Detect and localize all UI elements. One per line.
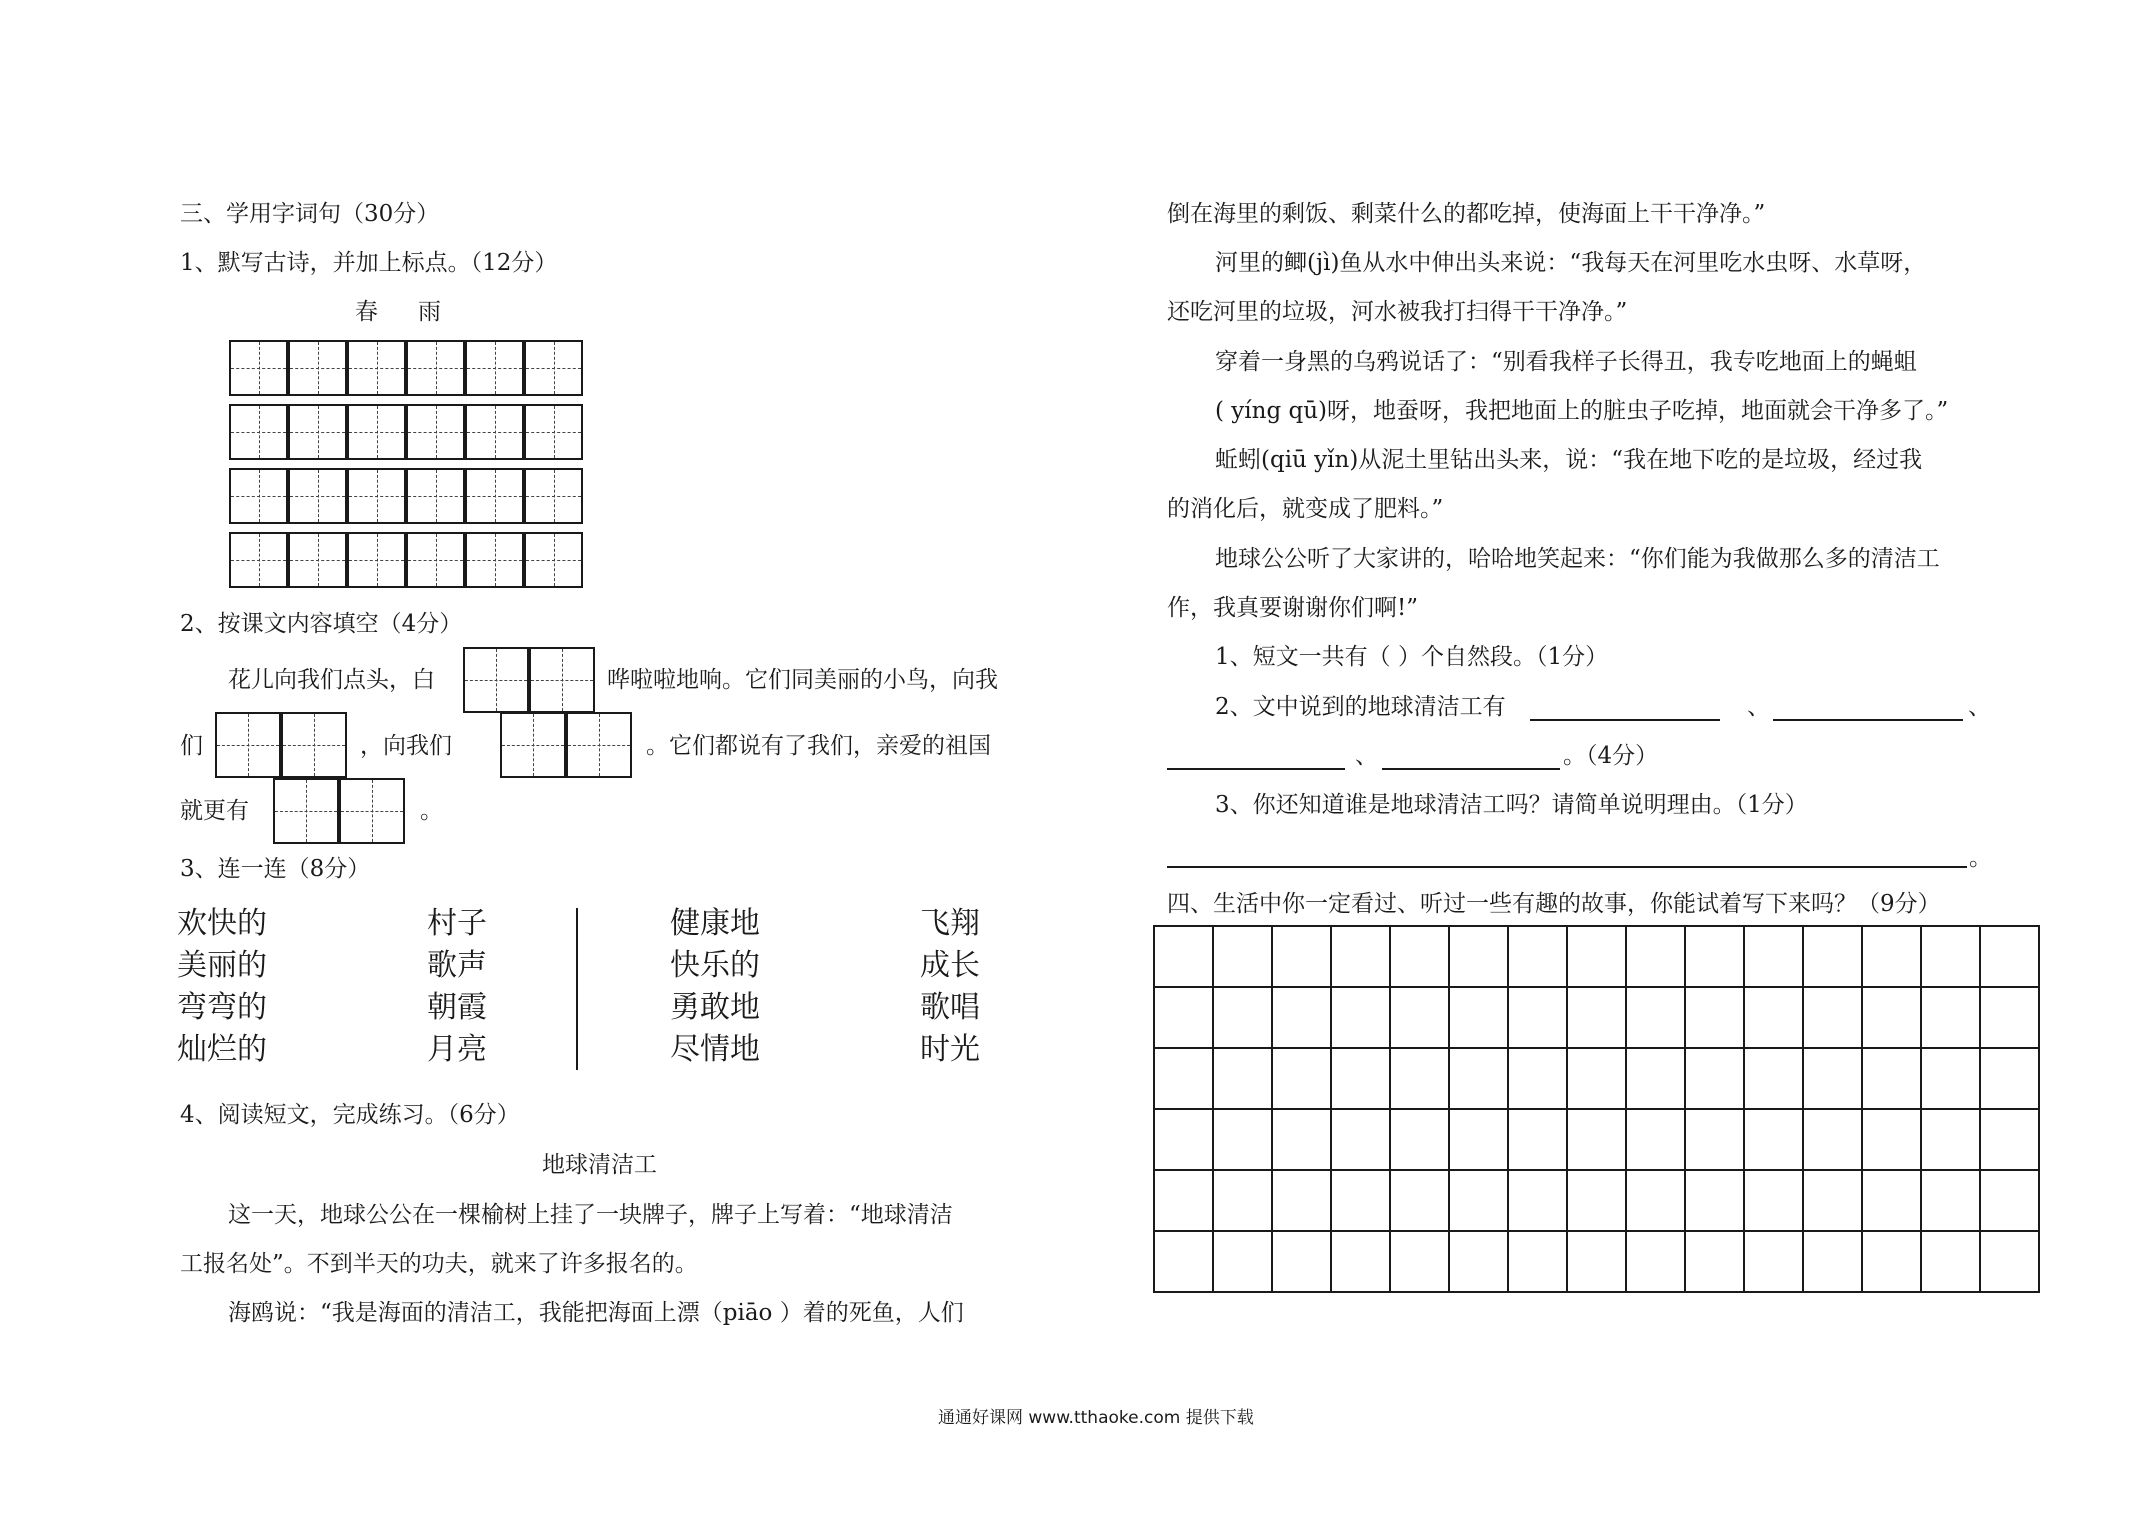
poem-writing-box[interactable] [347, 468, 406, 524]
essay-cell[interactable] [1980, 1170, 2039, 1231]
fill-box[interactable] [339, 778, 405, 844]
match-item[interactable]: 朝霞 [427, 990, 487, 1025]
match-item[interactable]: 时光 [920, 1032, 980, 1067]
fill-box[interactable] [500, 712, 566, 778]
essay-cell[interactable] [1803, 1048, 1862, 1109]
essay-cell[interactable] [1744, 987, 1803, 1048]
essay-cell[interactable] [1154, 926, 1213, 987]
fill-box[interactable] [566, 712, 632, 778]
match-item[interactable]: 飞翔 [920, 906, 980, 941]
match-item[interactable]: 快乐的 [670, 948, 760, 983]
essay-cell[interactable] [1213, 987, 1272, 1048]
match-item[interactable]: 歌唱 [920, 990, 980, 1025]
essay-cell[interactable] [1921, 1231, 1980, 1292]
section4-title: 四、生活中你一定看过、听过一些有趣的故事，你能试着写下来吗？（9分） [1167, 891, 1941, 917]
essay-cell[interactable] [1272, 1170, 1331, 1231]
story-text: 工报名处”。不到半天的功夫，就来了许多报名的。 [180, 1251, 698, 1277]
poem-writing-box[interactable] [406, 404, 465, 460]
fill-box[interactable] [463, 647, 529, 713]
match-item[interactable]: 弯弯的 [177, 990, 267, 1025]
essay-cell[interactable] [1390, 1048, 1449, 1109]
q2-text-6: 就更有 [180, 798, 249, 824]
essay-cell[interactable] [1862, 1170, 1921, 1231]
poem-writing-box[interactable] [524, 532, 583, 588]
essay-cell[interactable] [1685, 1048, 1744, 1109]
essay-cell[interactable] [1980, 987, 2039, 1048]
match-item[interactable]: 健康地 [670, 906, 760, 941]
poem-writing-box[interactable] [229, 404, 288, 460]
section3-title: 三、学用字词句（30分） [180, 201, 440, 227]
essay-cell[interactable] [1862, 1048, 1921, 1109]
q3-label: 3、连一连（8分） [180, 856, 371, 882]
essay-cell[interactable] [1626, 1231, 1685, 1292]
essay-cell[interactable] [1744, 1109, 1803, 1170]
essay-cell[interactable] [1331, 987, 1390, 1048]
answer-blank[interactable] [1167, 768, 1345, 770]
essay-cell[interactable] [1154, 1170, 1213, 1231]
q4-sub2-sep: 、 [1355, 743, 1378, 769]
match-divider [576, 908, 578, 1070]
essay-cell[interactable] [1272, 1048, 1331, 1109]
story-text: 地球公公听了大家讲的，哈哈地笑起来：“你们能为我做那么多的清洁工 [1215, 546, 1940, 572]
essay-cell[interactable] [1685, 987, 1744, 1048]
essay-cell[interactable] [1744, 926, 1803, 987]
essay-cell[interactable] [1567, 1048, 1626, 1109]
essay-cell[interactable] [1803, 926, 1862, 987]
essay-cell[interactable] [1803, 1109, 1862, 1170]
essay-cell[interactable] [1272, 926, 1331, 987]
poem-writing-box[interactable] [406, 532, 465, 588]
q1-label: 1、默写古诗，并加上标点。（12分） [180, 250, 558, 276]
essay-cell[interactable] [1626, 987, 1685, 1048]
essay-cell[interactable] [1980, 1109, 2039, 1170]
essay-cell[interactable] [1449, 1048, 1508, 1109]
essay-cell[interactable] [1921, 1170, 1980, 1231]
essay-cell[interactable] [1980, 926, 2039, 987]
essay-cell[interactable] [1567, 1170, 1626, 1231]
match-item[interactable]: 欢快的 [177, 906, 267, 941]
essay-cell[interactable] [1980, 1048, 2039, 1109]
essay-cell[interactable] [1921, 926, 1980, 987]
match-item[interactable]: 灿烂的 [177, 1032, 267, 1067]
q4-sub2-sep: 、 [1968, 694, 1991, 720]
essay-cell[interactable] [1508, 1109, 1567, 1170]
poem-writing-box[interactable] [465, 532, 524, 588]
essay-cell[interactable] [1508, 1048, 1567, 1109]
q4-label: 4、阅读短文，完成练习。（6分） [180, 1102, 520, 1128]
essay-cell[interactable] [1508, 926, 1567, 987]
essay-cell[interactable] [1213, 1170, 1272, 1231]
match-item[interactable]: 村子 [427, 906, 487, 941]
essay-cell[interactable] [1154, 1109, 1213, 1170]
essay-cell[interactable] [1213, 926, 1272, 987]
poem-writing-box[interactable] [288, 532, 347, 588]
essay-cell[interactable] [1154, 1048, 1213, 1109]
essay-cell[interactable] [1508, 1170, 1567, 1231]
fill-box[interactable] [281, 712, 347, 778]
poem-writing-box[interactable] [229, 532, 288, 588]
essay-cell[interactable] [1921, 1048, 1980, 1109]
poem-writing-box[interactable] [524, 468, 583, 524]
fill-box[interactable] [215, 712, 281, 778]
essay-cell[interactable] [1862, 1109, 1921, 1170]
essay-cell[interactable] [1449, 987, 1508, 1048]
essay-cell[interactable] [1390, 1109, 1449, 1170]
fill-box[interactable] [529, 647, 595, 713]
essay-cell[interactable] [1272, 1109, 1331, 1170]
q4-sub3: 3、你还知道谁是地球清洁工吗？请简单说明理由。（1分） [1215, 792, 1808, 818]
q2-text-1: 花儿向我们点头，白 [228, 667, 435, 693]
poem-writing-box[interactable] [229, 468, 288, 524]
essay-cell[interactable] [1567, 987, 1626, 1048]
essay-cell[interactable] [1390, 1170, 1449, 1231]
match-item[interactable]: 勇敢地 [670, 990, 760, 1025]
poem-writing-box[interactable] [406, 468, 465, 524]
essay-cell[interactable] [1213, 1048, 1272, 1109]
essay-cell[interactable] [1862, 1231, 1921, 1292]
answer-blank[interactable] [1773, 719, 1963, 721]
match-item[interactable]: 尽情地 [670, 1032, 760, 1067]
story-text: 作，我真要谢谢你们啊!” [1167, 595, 1419, 621]
essay-cell[interactable] [1449, 1170, 1508, 1231]
essay-cell[interactable] [1449, 926, 1508, 987]
essay-cell[interactable] [1331, 1109, 1390, 1170]
essay-cell[interactable] [1272, 1231, 1331, 1292]
q2-label: 2、按课文内容填空（4分） [180, 611, 463, 637]
q4-sub2-sep: 、 [1747, 694, 1770, 720]
poem-writing-box[interactable] [229, 340, 288, 396]
story-text: 这一天，地球公公在一棵榆树上挂了一块牌子，牌子上写着：“地球清洁 [228, 1202, 953, 1228]
poem-writing-box[interactable] [524, 340, 583, 396]
essay-cell[interactable] [1331, 926, 1390, 987]
story-text: 海鸥说：“我是海面的清洁工，我能把海面上漂（piāo ）着的死鱼，人们 [228, 1300, 964, 1326]
match-item[interactable]: 美丽的 [177, 948, 267, 983]
essay-cell[interactable] [1449, 1109, 1508, 1170]
poem-writing-box[interactable] [288, 404, 347, 460]
essay-cell[interactable] [1331, 1231, 1390, 1292]
answer-blank[interactable] [1167, 866, 1967, 868]
essay-cell[interactable] [1567, 926, 1626, 987]
essay-cell[interactable] [1626, 1109, 1685, 1170]
essay-cell[interactable] [1862, 987, 1921, 1048]
q2-text-7: 。 [420, 798, 443, 824]
story-text: 的消化后，就变成了肥料。” [1167, 496, 1444, 522]
essay-cell[interactable] [1390, 1231, 1449, 1292]
poem-writing-box[interactable] [465, 404, 524, 460]
essay-cell[interactable] [1921, 987, 1980, 1048]
essay-cell[interactable] [1272, 987, 1331, 1048]
story-text: ( yíng qū)呀，地蚕呀，我把地面上的脏虫子吃掉，地面就会干净多了。” [1215, 398, 1949, 424]
q4-sub1: 1、短文一共有（ ）个自然段。（1分） [1215, 644, 1609, 670]
q4-sub3-end: 。 [1969, 845, 1992, 871]
poem-writing-box[interactable] [465, 340, 524, 396]
essay-cell[interactable] [1626, 1048, 1685, 1109]
essay-cell[interactable] [1213, 1109, 1272, 1170]
essay-cell[interactable] [1803, 1231, 1862, 1292]
q4-sub2-end: 。（4分） [1563, 743, 1659, 769]
q2-text-5: 。它们都说有了我们，亲爱的祖国 [646, 733, 991, 759]
poem-title-char-2: 雨 [418, 299, 441, 325]
answer-blank[interactable] [1382, 768, 1560, 770]
essay-cell[interactable] [1567, 1109, 1626, 1170]
essay-cell[interactable] [1626, 926, 1685, 987]
match-item[interactable]: 月亮 [427, 1032, 487, 1067]
story-text: 穿着一身黑的乌鸦说话了：“别看我样子长得丑，我专吃地面上的蝇蛆 [1215, 349, 1917, 375]
poem-writing-box[interactable] [347, 404, 406, 460]
essay-cell[interactable] [1980, 1231, 2039, 1292]
essay-cell[interactable] [1744, 1170, 1803, 1231]
footer-text: 通通好课网 www.tthaoke.com 提供下载 [938, 1408, 1254, 1428]
essay-cell[interactable] [1567, 1231, 1626, 1292]
q2-text-3: 们 [180, 733, 203, 759]
poem-writing-box[interactable] [347, 340, 406, 396]
essay-cell[interactable] [1331, 1048, 1390, 1109]
match-item[interactable]: 歌声 [427, 948, 487, 983]
essay-cell[interactable] [1390, 987, 1449, 1048]
essay-cell[interactable] [1744, 1231, 1803, 1292]
story-text: 蚯蚓(qiū yǐn)从泥土里钻出头来，说：“我在地下吃的是垃圾，经过我 [1215, 447, 1923, 473]
fill-box[interactable] [273, 778, 339, 844]
essay-cell[interactable] [1685, 1109, 1744, 1170]
essay-cell[interactable] [1154, 1231, 1213, 1292]
story-text: 还吃河里的垃圾，河水被我打扫得干干净净。” [1167, 299, 1628, 325]
essay-cell[interactable] [1685, 926, 1744, 987]
essay-cell[interactable] [1744, 1048, 1803, 1109]
match-item[interactable]: 成长 [920, 948, 980, 983]
essay-cell[interactable] [1508, 987, 1567, 1048]
essay-cell[interactable] [1803, 1170, 1862, 1231]
essay-cell[interactable] [1921, 1109, 1980, 1170]
story-text: 倒在海里的剩饭、剩菜什么的都吃掉，使海面上干干净净。” [1167, 201, 1766, 227]
poem-writing-box[interactable] [288, 340, 347, 396]
essay-cell[interactable] [1803, 987, 1862, 1048]
essay-cell[interactable] [1390, 926, 1449, 987]
q4-sub2-text: 2、文中说到的地球清洁工有 [1215, 694, 1506, 720]
answer-blank[interactable] [1530, 719, 1720, 721]
poem-writing-box[interactable] [406, 340, 465, 396]
essay-cell[interactable] [1213, 1231, 1272, 1292]
essay-cell[interactable] [1626, 1170, 1685, 1231]
essay-cell[interactable] [1862, 926, 1921, 987]
story-title: 地球清洁工 [542, 1152, 657, 1178]
essay-cell[interactable] [1449, 1231, 1508, 1292]
poem-writing-box[interactable] [465, 468, 524, 524]
story-text: 河里的鲫(jì)鱼从水中伸出头来说：“我每天在河里吃水虫呀、水草呀， [1215, 250, 1927, 276]
essay-cell[interactable] [1154, 987, 1213, 1048]
essay-cell[interactable] [1685, 1231, 1744, 1292]
essay-cell[interactable] [1508, 1231, 1567, 1292]
essay-cell[interactable] [1331, 1170, 1390, 1231]
poem-writing-box[interactable] [524, 404, 583, 460]
poem-title-char-1: 春 [355, 299, 378, 325]
poem-writing-box[interactable] [347, 532, 406, 588]
q2-text-2: 哗啦啦地响。它们同美丽的小鸟，向我 [607, 667, 998, 693]
poem-writing-box[interactable] [288, 468, 347, 524]
essay-cell[interactable] [1685, 1170, 1744, 1231]
q2-text-4: ，向我们 [360, 733, 452, 759]
